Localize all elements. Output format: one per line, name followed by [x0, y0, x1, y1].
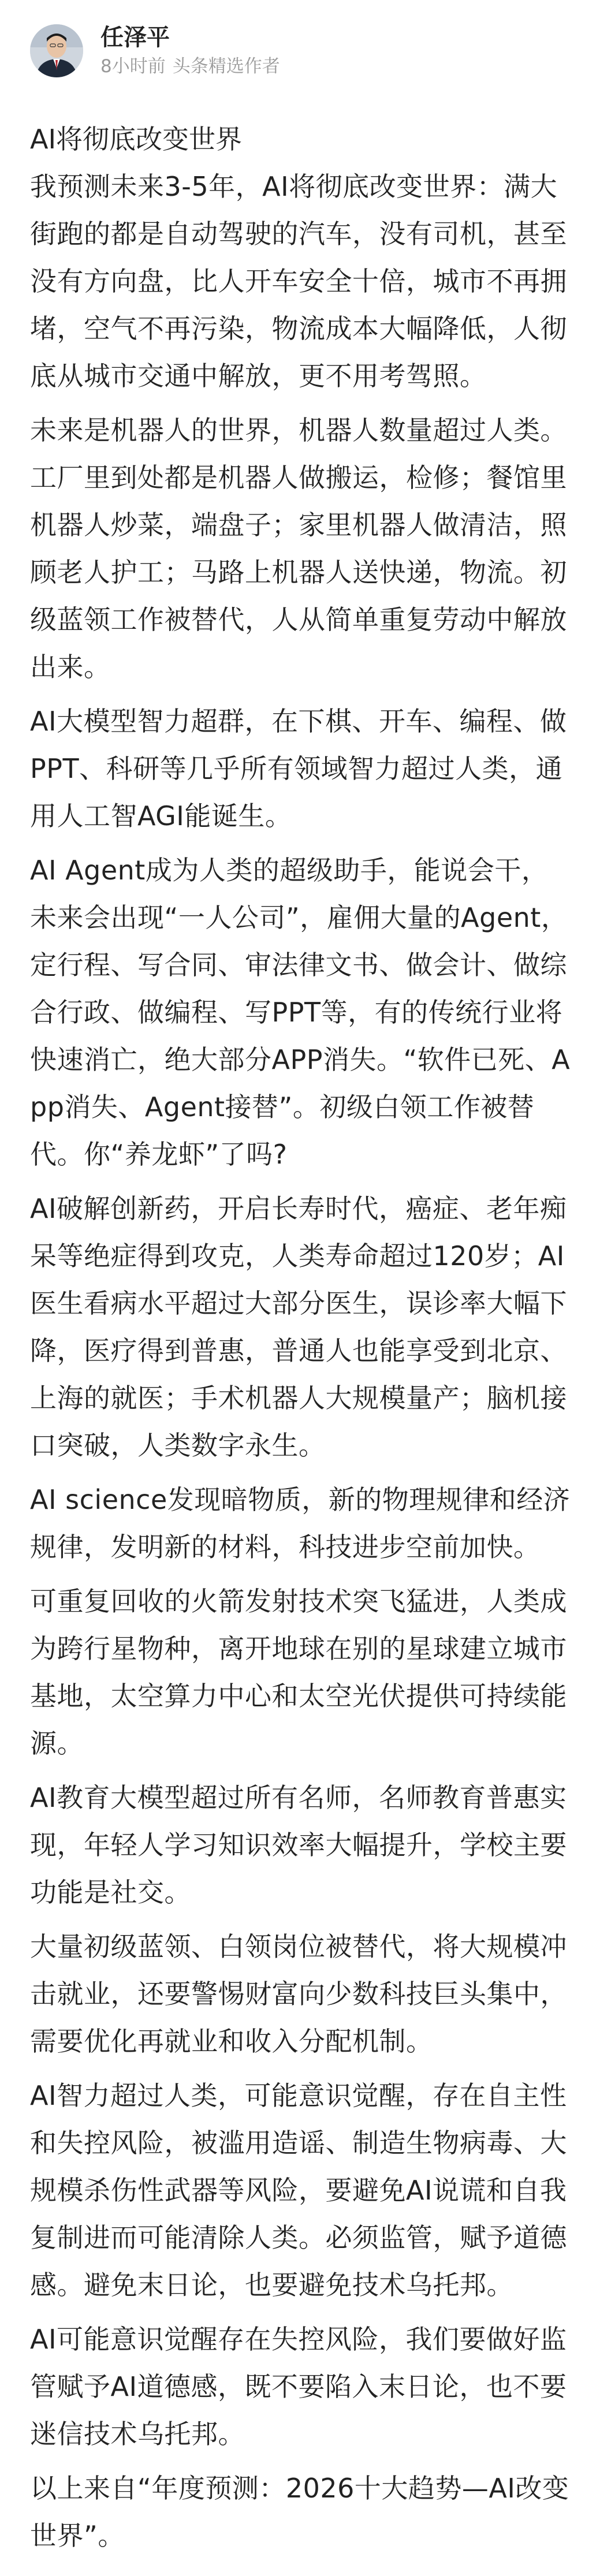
post-body	[30, 163, 572, 2559]
post-paragraph: AI可能意识觉醒存在失控风险，我们要做好监管赋予AI道德感，既不要陷入末日论，也不要迷信技术乌托邦。	[30, 2324, 567, 2450]
author-meta	[100, 23, 280, 79]
author-source-tag: 头条精选作者	[172, 56, 280, 77]
post-paragraph: 我预测未来3-5年，AI将彻底改变世界：满大街跑的都是自动驾驶的汽车，没有司机，甚至没有方向盘，比人开车安全十倍，城市不再拥堵，空气不再污染，物流成本大幅降低，人彻底从城市交通中解放，更不用考驾照。	[30, 171, 567, 392]
post-paragraph: AI大模型智力超群，在下棋、开车、编程、做PPT、科研等几乎所有领域智力超过人类，通用人工智AGI能诞生。	[30, 706, 567, 832]
author-name[interactable]: 任泽平	[100, 24, 170, 51]
post-paragraph: 大量初级蓝领、白领岗位被替代，将大规模冲击就业，还要警惕财富向少数科技巨头集中，需要优化再就业和收入分配机制。	[30, 1931, 567, 2057]
post-paragraph: AI教育大模型超过所有名师，名师教育普惠实现，年轻人学习知识效率大幅提升，学校主要功能是社交。	[30, 1782, 567, 1908]
post-title: AI将彻底改变世界	[30, 124, 243, 155]
post-paragraph: 未来是机器人的世界，机器人数量超过人类。工厂里到处都是机器人做搬运，检修；餐馆里机器人炒菜，端盘子；家里机器人做清洁，照顾老人护工；马路上机器人送快递，物流。初级蓝领工作被替代，人从简单重复劳动中解放出来。	[30, 415, 567, 683]
post-paragraph: AI智力超过人类，可能意识觉醒，存在自主性和失控风险，被滥用造谣、制造生物病毒、大规模杀伤性武器等风险，要避免AI说谎和自我复制进而可能清除人类。必须监管，赋予道德感。避免末日论，也要避免技术乌托邦。	[30, 2080, 567, 2301]
author-header	[30, 16, 572, 85]
post-paragraph: 以上来自“年度预测：2026十大趋势—AI改变世界”。	[30, 2473, 569, 2551]
post-time: 8小时前	[100, 56, 166, 77]
post-paragraph: AI Agent成为人类的超级助手，能说会干，未来会出现“一人公司”，雇佣大量的Agent，定行程、写合同、审法律文书、做会计、做综合行政、做编程、写PPT等，有的传统行业将快速消亡，绝大部分APP消失。“软件已死、App消失、Agent接替”。初级白领工作被替代。你“养龙虾”了吗?	[30, 855, 571, 1170]
post-paragraph: AI science发现暗物质，新的物理规律和经济规律，发明新的材料，科技进步空前加快。	[30, 1484, 571, 1563]
post-meta-line	[100, 54, 280, 79]
avatar-portrait-icon	[30, 24, 83, 77]
post-paragraph: 可重复回收的火箭发射技术突飞猛进，人类成为跨行星物种，离开地球在别的星球建立城市基地，太空算力中心和太空光伏提供可持续能源。	[30, 1586, 567, 1759]
post-paragraph: AI破解创新药，开启长寿时代，癌症、老年痴呆等绝症得到攻克，人类寿命超过120岁；AI医生看病水平超过大部分医生，误诊率大幅下降，医疗得到普惠，普通人也能享受到北京、上海的就医；手术机器人大规模量产；脑机接口突破，人类数字永生。	[30, 1193, 567, 1461]
author-avatar[interactable]	[30, 24, 83, 77]
